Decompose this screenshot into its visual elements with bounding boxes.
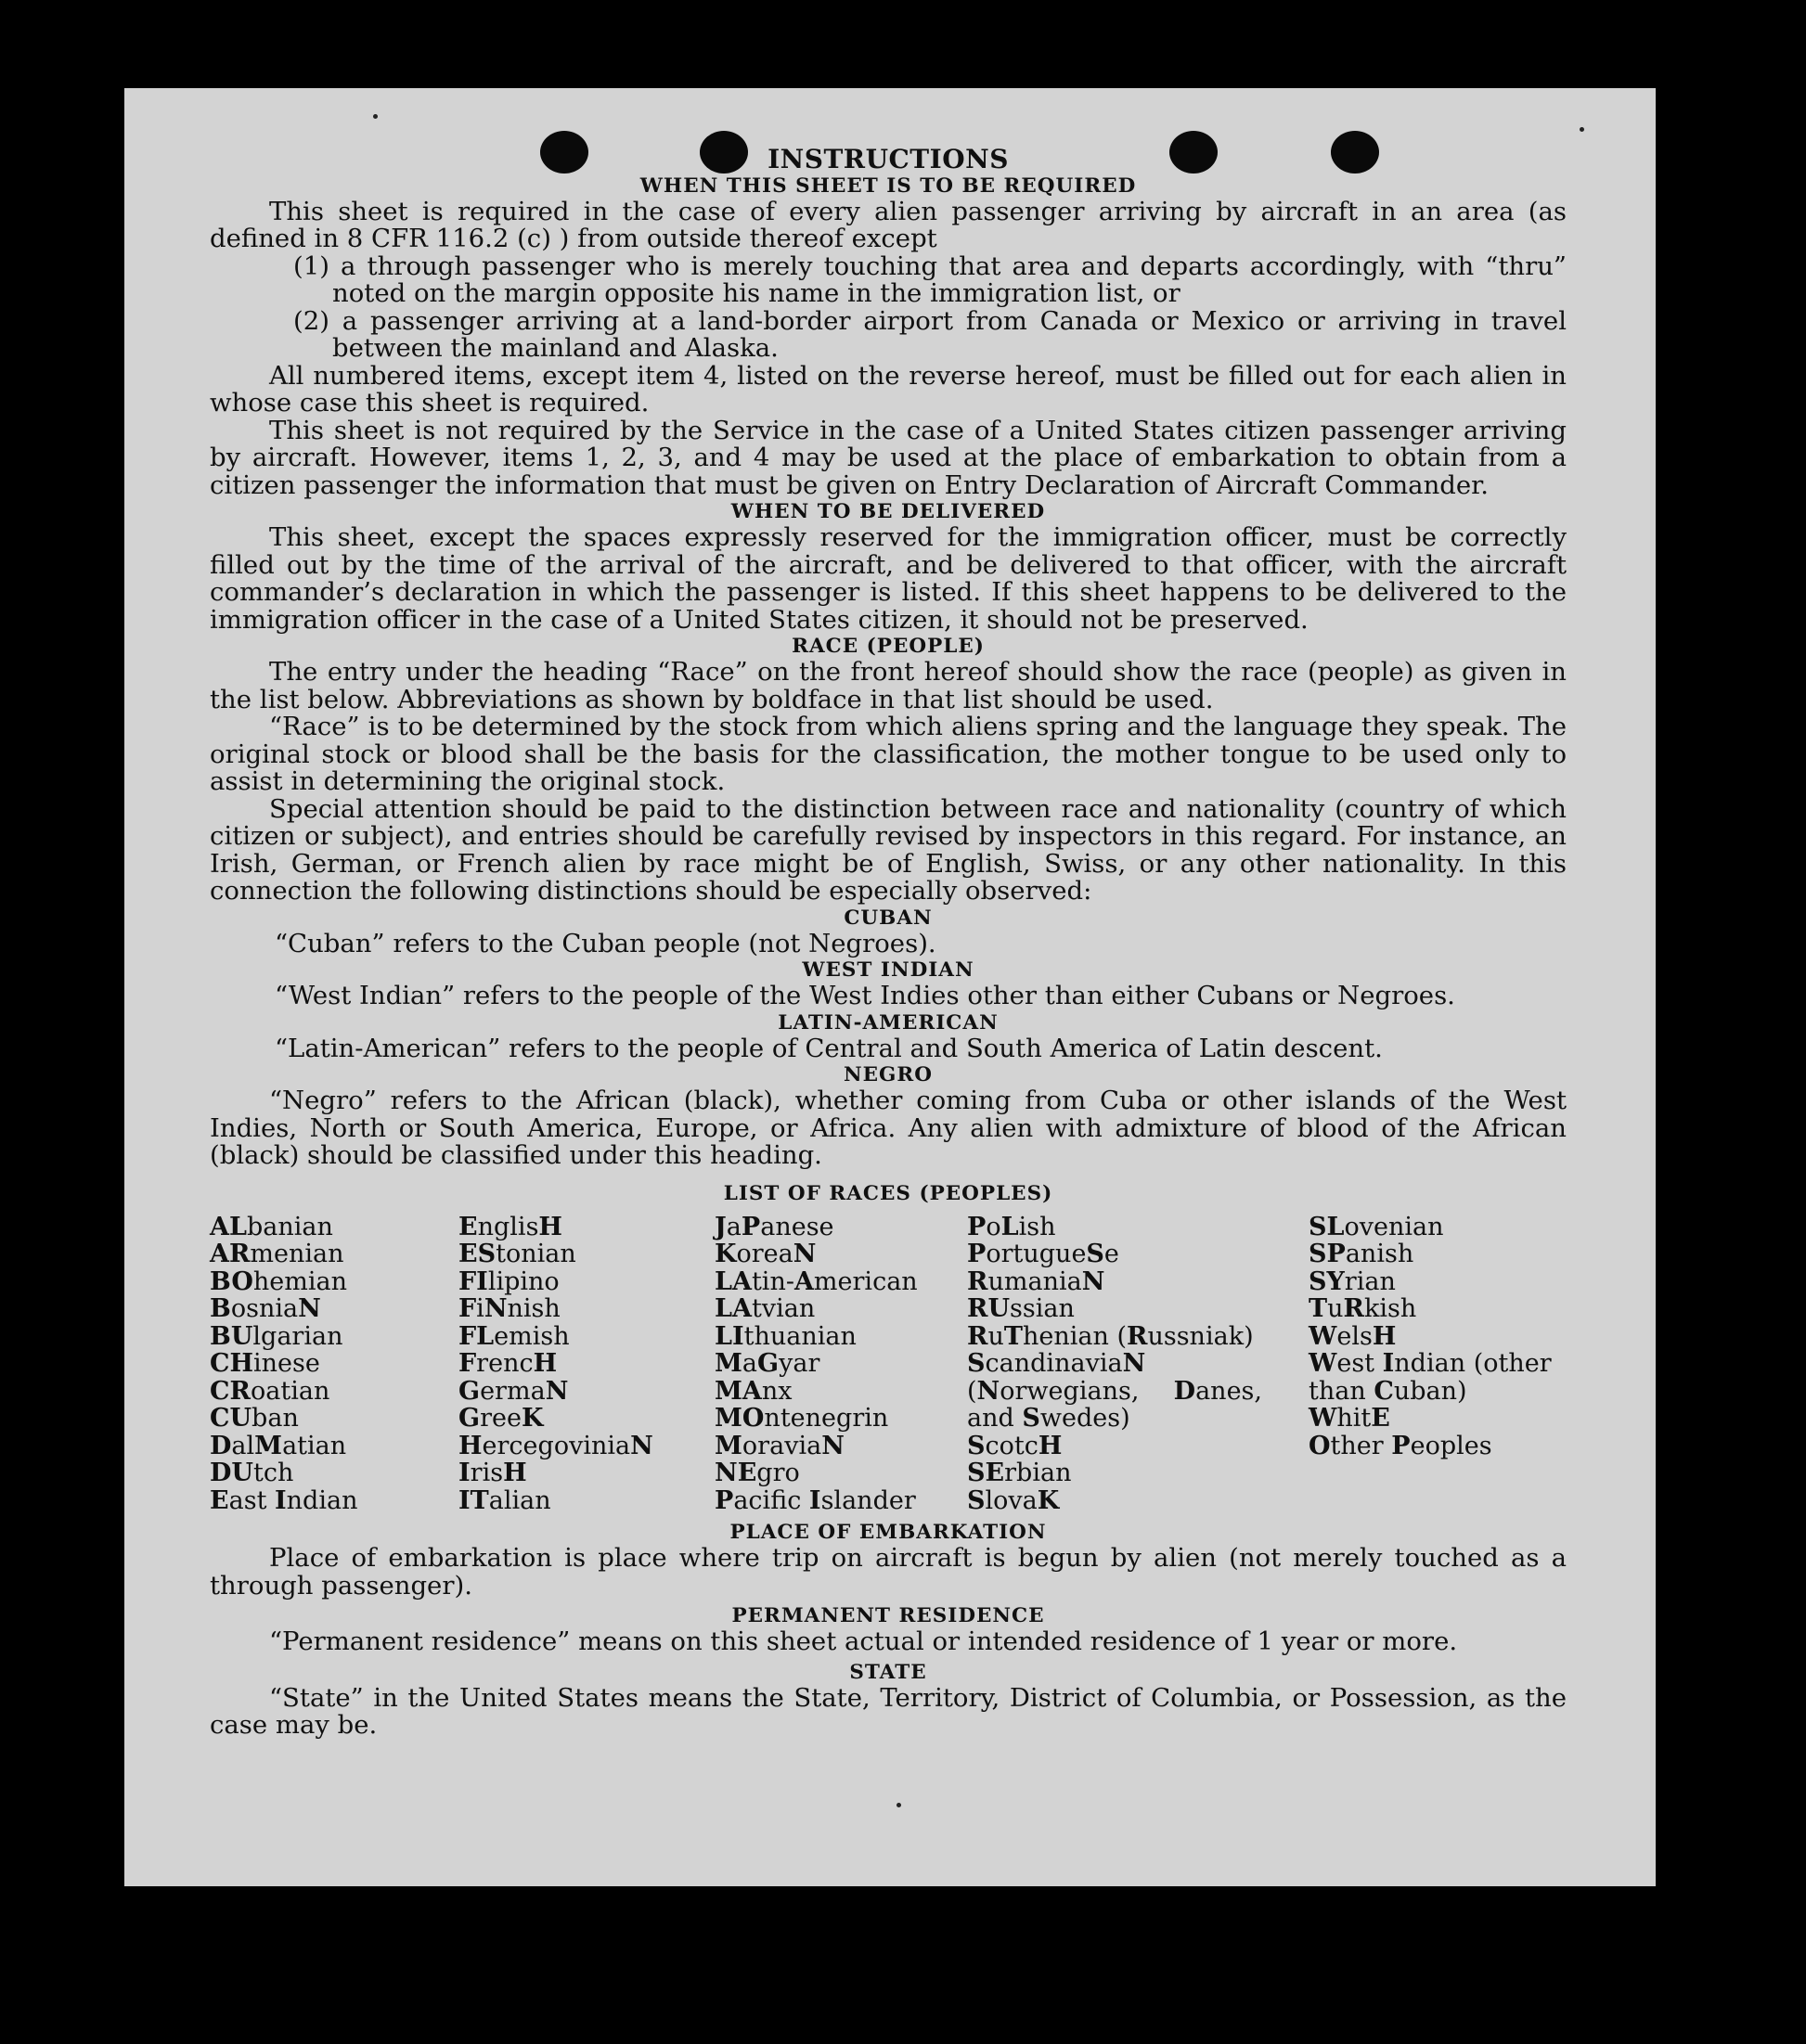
- race-entry: East Indian: [210, 1485, 358, 1515]
- race-entry: ScandinaviaN (Norwegians, Danes, and Swedes): [967, 1349, 1262, 1433]
- race-entry: NEgro: [715, 1459, 800, 1487]
- race-entry: IrisH: [458, 1459, 527, 1487]
- definition: “West Indian” refers to the people of the West Indies other than either Cubans or Negroes.: [275, 981, 1455, 1010]
- race-entry: ScotcH: [967, 1431, 1063, 1460]
- races-heading: LIST OF RACES (PEOPLES): [723, 1181, 1053, 1205]
- race-entry: LAtin-American: [715, 1266, 918, 1296]
- race-entry: MAnx: [715, 1376, 793, 1406]
- instructions-body: [210, 146, 1567, 1740]
- race-entry: KoreaN: [715, 1240, 817, 1268]
- race-column: [210, 1214, 458, 1515]
- exception-item: (1) a through passenger who is merely touching that area and departs accordingly, with “thru” noted on the margin opposite his name in the immigration list, or: [293, 251, 1567, 308]
- definition: “Latin-American” refers to the people of Central and South America of Latin descent.: [275, 1033, 1383, 1063]
- race-entry: LIthuanian: [715, 1321, 857, 1351]
- paragraph: Special attention should be paid to the distinction between race and nationality (country of which citizen or subject), and entries should be carefully revised by inspectors in this regard. For instance, an Irish, German, or French alien by race might be of English, Swiss, or any other nationality. In this connection the following distinctions should be especially observed:: [210, 793, 1567, 906]
- race-entry: WelsH: [1309, 1321, 1397, 1351]
- race-entry: CUban: [210, 1404, 299, 1433]
- definition: “Cuban” refers to the Cuban people (not Negroes).: [275, 928, 936, 958]
- race-entry: CRoatian: [210, 1376, 330, 1406]
- paragraph: “State” in the United States means the State, Territory, District of Columbia, or Possession, as the case may be.: [210, 1682, 1567, 1740]
- race-entry: MOntenegrin: [715, 1404, 889, 1433]
- race-entry: SLovenian: [1309, 1212, 1444, 1241]
- race-entry: TuRkish: [1309, 1294, 1417, 1323]
- race-entry: SYrian: [1309, 1266, 1396, 1296]
- section-heading: WHEN TO BE DELIVERED: [730, 500, 1046, 523]
- page-title: INSTRUCTIONS: [768, 144, 1009, 174]
- race-entry: PoLish: [967, 1212, 1056, 1241]
- race-entry: FrencH: [458, 1349, 558, 1378]
- section-heading: LATIN-AMERICAN: [778, 1010, 999, 1035]
- race-entry: MoraviaN: [715, 1431, 845, 1460]
- section-heading: PLACE OF EMBARKATION: [729, 1521, 1047, 1544]
- race-entry: RumaniaN: [967, 1266, 1105, 1296]
- race-entry: Pacifc Islander: [715, 1485, 916, 1515]
- race-entry: ITalian: [458, 1485, 551, 1515]
- race-entry: ARmenian: [210, 1240, 344, 1268]
- document-sheet: [124, 88, 1656, 1886]
- race-column: [715, 1214, 967, 1515]
- race-entry: FIlipino: [458, 1266, 560, 1296]
- race-entry: SErbian: [967, 1459, 1072, 1487]
- race-column: [458, 1214, 715, 1515]
- section-heading: NEGRO: [844, 1063, 933, 1086]
- race-entry: RUssian: [967, 1294, 1075, 1323]
- race-entry: LAtvian: [715, 1294, 816, 1323]
- race-entry: DalMatian: [210, 1431, 347, 1460]
- paragraph: “Negro” refers to the African (black), whether coming from Cuba or other islands of the West Indies, North or South America, Europe, or Africa. Any alien with admixture of blood of the African (black) should be classified under this heading.: [210, 1086, 1567, 1170]
- section-heading: CUBAN: [844, 906, 933, 930]
- race-entry: GermaN: [458, 1376, 569, 1406]
- paragraph: The entry under the heading “Race” on the front hereof should show the race (people) as given in the list below. Abbreviations as shown by boldface in that list should be used.: [210, 657, 1567, 714]
- race-entry: Other Peoples: [1309, 1431, 1492, 1460]
- race-entry: BUlgarian: [210, 1321, 343, 1351]
- section-heading: PERMANENT RESIDENCE: [731, 1604, 1045, 1627]
- speck: [897, 1803, 901, 1807]
- race-entry: CHinese: [210, 1349, 320, 1378]
- race-column: [967, 1214, 1309, 1515]
- race-entry: SlovaK: [967, 1485, 1060, 1515]
- race-entry: BOhemian: [210, 1266, 347, 1296]
- race-entry: FiNnish: [458, 1294, 561, 1323]
- race-entry: JaPanese: [715, 1212, 834, 1241]
- race-entry: West Indian (other than Cuban): [1309, 1349, 1552, 1406]
- paragraph: This sheet, except the spaces expressly reserved for the immigration officer, must be correctly filled out by the time of the arrival of the aircraft, and be delivered to that officer, with the aircraft commander’s declaration in which the passenger is listed. If this sheet happens to be delivered to the immigration officer in the case of a United States citizen, it should not be preserved.: [210, 522, 1567, 635]
- paragraph: All numbered items, except item 4, listed on the reverse hereof, must be filled out for each alien in whose case this sheet is required.: [210, 360, 1567, 418]
- race-entry: HercegoviniaN: [458, 1431, 653, 1460]
- race-entry: ALbanian: [210, 1212, 333, 1241]
- exception-item: (2) a passenger arriving at a land-border airport from Canada or Mexico or arriving in travel between the mainland and Alaska.: [293, 305, 1567, 363]
- race-entry: EnglisH: [458, 1212, 562, 1241]
- paragraph: Place of embarkation is place where trip on aircraft is begun by alien (not merely touched as a through passenger).: [210, 1543, 1567, 1600]
- race-entry: WhitE: [1309, 1404, 1390, 1433]
- paragraph: “Race” is to be determined by the stock from which aliens spring and the language they speak. The original stock or blood shall be the basis for the classification, the mother tongue to be used only to assist in determining the original stock.: [210, 712, 1567, 796]
- race-entry: SPanish: [1309, 1240, 1414, 1268]
- race-column: [1309, 1214, 1565, 1515]
- paragraph: This sheet is required in the case of every alien passenger arriving by aircraft in an area (as defined in 8 CFR 116.2 (c) ) from outside thereof except: [210, 196, 1567, 253]
- section-heading: WHEN THIS SHEET IS TO BE REQUIRED: [639, 174, 1137, 198]
- paragraph: “Permanent residence” means on this sheet actual or intended residence of 1 year or more.: [269, 1626, 1458, 1656]
- section-heading: WEST INDIAN: [802, 958, 974, 982]
- race-entry: BosniaN: [210, 1294, 321, 1323]
- race-entry: EStonian: [458, 1240, 576, 1268]
- race-entry: GreeK: [458, 1404, 544, 1433]
- paragraph: This sheet is not required by the Service in the case of a United States citizen passenger arriving by aircraft. However, items 1, 2, 3, and 4 may be used at the place of embarkation to obtain from a citizen passenger the information that must be given on Entry Declaration of Aircraft Commander.: [210, 415, 1567, 500]
- race-entry: PortugueSe: [967, 1240, 1119, 1268]
- speck: [1580, 127, 1584, 132]
- race-entry: FLemish: [458, 1321, 570, 1351]
- race-entry: RuThenian (Russniak): [967, 1321, 1254, 1351]
- race-entry: DUtch: [210, 1459, 294, 1487]
- race-entry: MaGyar: [715, 1349, 820, 1378]
- speck: [373, 114, 378, 119]
- section-heading: STATE: [849, 1660, 927, 1684]
- race-list: [210, 1214, 1567, 1515]
- section-heading: RACE (PEOPLE): [792, 635, 985, 658]
